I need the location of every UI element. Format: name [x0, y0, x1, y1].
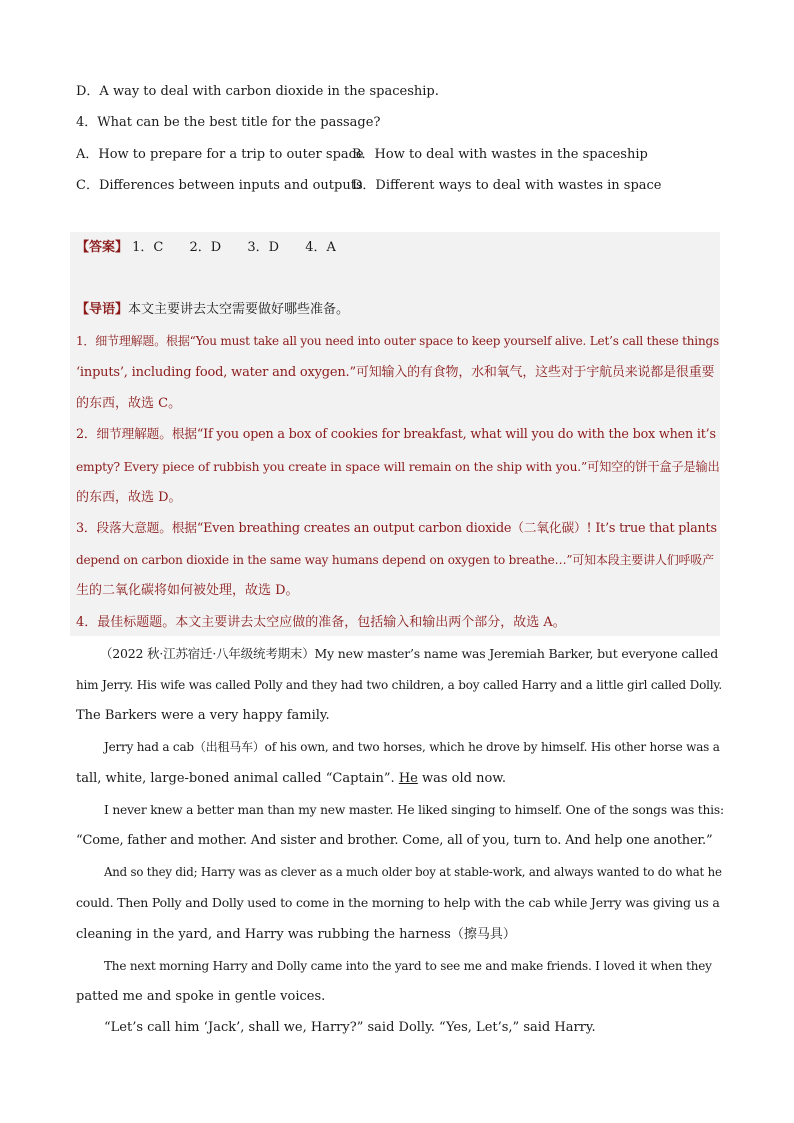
question-4-option-c: C．Differences between inputs and outputs: [76, 178, 363, 193]
story-line: him Jerry. His wife was called Polly and they had two children, a boy called Harry and a little girl called Dolly.: [76, 678, 722, 692]
story-line: Jerry had a cab（出租马车）of his own, and two horses, which he drove by himself. His other horse was a: [104, 740, 720, 754]
explanation-line: ‘inputs’, including food, water and oxygen.”可知输入的有食物，水和氧气，这些对于宇航员来说都是很重要: [76, 365, 715, 380]
story-line: The Barkers were a very happy family.: [76, 708, 330, 723]
question-4-option-d: D．Different ways to deal with wastes in space: [352, 178, 662, 193]
story-line: could. Then Polly and Dolly used to come in the morning to help with the cab while Jerry was giving us a: [76, 895, 720, 910]
question-4-option-b: B．How to deal with wastes in the spaceship: [352, 147, 648, 162]
story-line: patted me and spoke in gentle voices.: [76, 989, 326, 1004]
explanation-line: depend on carbon dioxide in the same way humans depend on oxygen to breathe…”可知本段主要讲人们呼吸产: [76, 553, 714, 567]
answer-value: 4．A: [305, 240, 336, 255]
question-3-option-d: D．A way to deal with carbon dioxide in the spaceship.: [76, 84, 439, 99]
story-text: tall, white, large-boned animal called “Captain”.: [76, 771, 399, 786]
explanation-line: 生的二氧化碳将如何被处理，故选 D。: [76, 583, 299, 598]
story-line: “Come, father and mother. And sister and brother. Come, all of you, turn to. And help one another.”: [76, 833, 713, 848]
explanation-line: 的东西，故选 D。: [76, 490, 182, 505]
explanation-line: 4．最佳标题题。本文主要讲去太空应做的准备，包括输入和输出两个部分，故选 A。: [76, 615, 566, 630]
question-4-stem: 4．What can be the best title for the passage?: [76, 115, 381, 130]
story-line: The next morning Harry and Dolly came into the yard to see me and make friends. I loved it when they: [104, 959, 712, 973]
answer-value: 2．D: [189, 240, 222, 255]
answer-value: 1．C: [132, 240, 164, 255]
story-line: And so they did; Harry was as clever as a much older boy at stable-work, and always wanted to do what he: [104, 865, 722, 879]
story-text: was old now.: [417, 771, 507, 786]
question-4-option-a: A．How to prepare for a trip to outer space: [76, 147, 364, 162]
story-line: “Let’s call him ‘Jack’, shall we, Harry?” said Dolly. “Yes, Let’s,” said Harry.: [104, 1020, 596, 1035]
guide-label: 【导语】: [76, 302, 129, 317]
answer-line: [76, 240, 358, 256]
explanation-line: empty? Every piece of rubbish you create in space will remain on the ship with you.”可知空的饼干盒子是输出: [76, 460, 720, 474]
underlined-word: He: [398, 771, 418, 786]
guide-text: 本文主要讲去太空需要做好哪些准备。: [128, 302, 350, 317]
story-line: cleaning in the yard, and Harry was rubbing the harness（擦马具）: [76, 927, 516, 942]
answer-value: 3．D: [247, 240, 280, 255]
story-line: [76, 771, 506, 787]
answer-label: 【答案】: [76, 240, 129, 255]
explanation-line: 1．细节理解题。根据“You must take all you need into outer space to keep yourself alive. Let’s call these things: [76, 334, 719, 348]
story-line: I never knew a better man than my new master. He liked singing to himself. One of the songs was this:: [104, 803, 724, 817]
story-line: （2022 秋·江苏宿迁·八年级统考期末）My new master’s name was Jeremiah Barker, but everyone called: [100, 646, 719, 661]
explanation-line: 3．段落大意题。根据“Even breathing creates an output carbon dioxide（二氧化碳）! It’s true that plants: [76, 521, 717, 536]
guide-line: [76, 302, 349, 318]
explanation-line: 的东西，故选 C。: [76, 396, 182, 411]
explanation-line: 2．细节理解题。根据“If you open a box of cookies for breakfast, what will you do with the box when it’s: [76, 427, 716, 442]
